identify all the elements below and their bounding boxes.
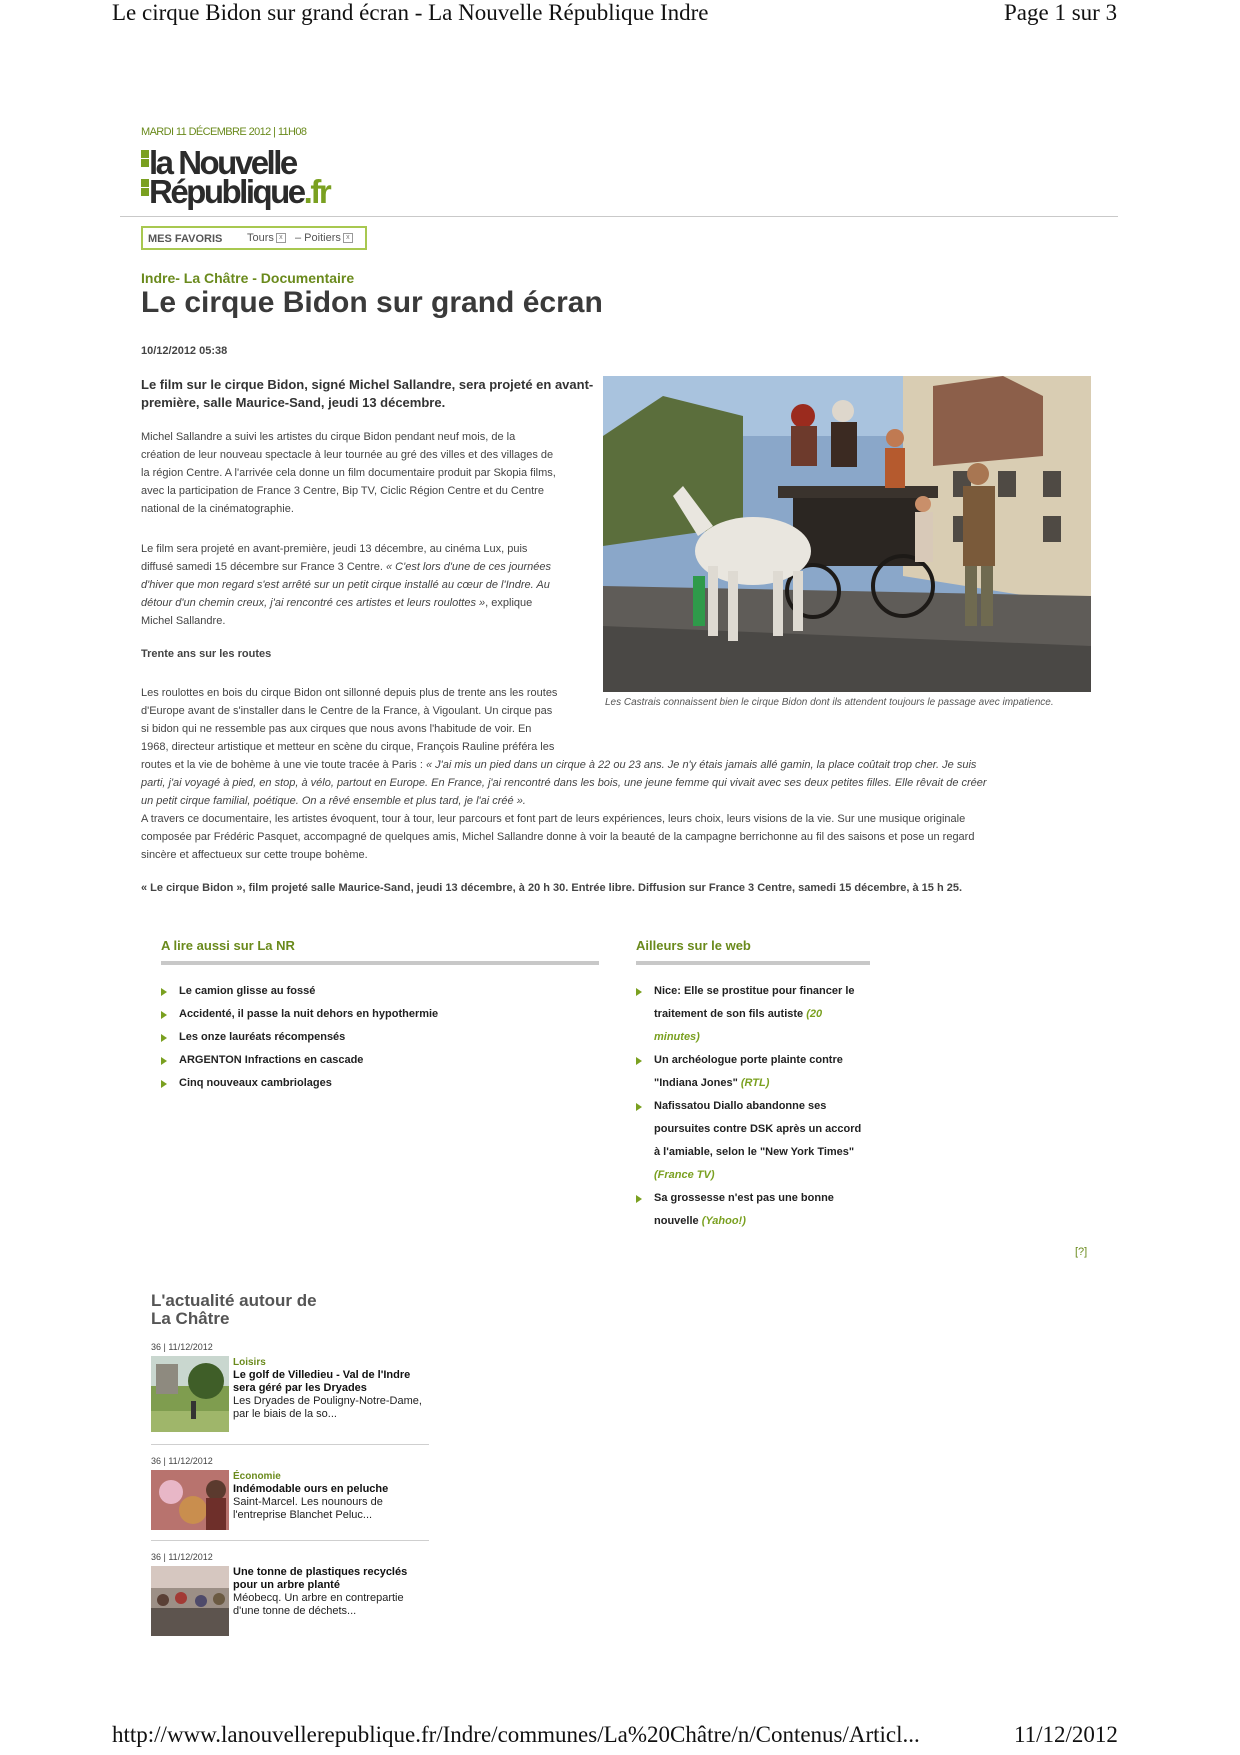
bullet-arrow-icon [636, 988, 642, 996]
article-photo[interactable] [603, 376, 1091, 692]
news-divider [151, 1540, 429, 1541]
article-timestamp: 10/12/2012 05:38 [141, 345, 228, 357]
photo-caption: Les Castrais connaissent bien le cirque Bidon dont ils attendent toujours le passage avec impatience. [605, 697, 1054, 708]
related-web-bar [636, 961, 870, 965]
print-url: http://www.lanouvellerepublique.fr/Indre/communes/La%20Châtre/n/Contenus/Articl... [112, 1722, 920, 1747]
site-logo[interactable] [141, 146, 381, 208]
news-meta: 36 | 11/12/2012 [151, 1456, 213, 1466]
related-nr-item[interactable]: Accidenté, il passe la nuit dehors en hypothermie [161, 1003, 581, 1026]
related-nr-title: A lire aussi sur La NR [161, 938, 295, 953]
article-title: Le cirque Bidon sur grand écran [141, 286, 603, 319]
logo-line-2: République [149, 173, 304, 210]
teddy-bear-thumbnail [151, 1470, 229, 1530]
news-meta: 36 | 11/12/2012 [151, 1552, 213, 1562]
news-thumbnail[interactable] [151, 1470, 229, 1530]
related-web-item[interactable]: Nice: Elle se prostitue pour financer le traitement de son fils autiste (20 minutes) [636, 980, 866, 1049]
circus-wagon-photo [603, 376, 1091, 692]
news-summary: Saint-Marcel. Les nounours de l'entreprise Blanchet Peluc... [233, 1496, 383, 1521]
logo-line-1: la Nouvelle [149, 144, 296, 181]
related-nr-item[interactable]: Le camion glisse au fossé [161, 980, 581, 1003]
related-web-title: Ailleurs sur le web [636, 938, 751, 953]
print-page-number: Page 1 sur 3 [1004, 0, 1118, 25]
local-news-item[interactable] [151, 1552, 429, 1652]
bullet-arrow-icon [636, 1103, 642, 1111]
news-headline[interactable]: Indémodable ours en peluche [233, 1483, 389, 1495]
header-divider [120, 216, 1118, 217]
news-summary: Méobecq. Un arbre en contrepartie d'une tonne de déchets... [233, 1592, 404, 1617]
article-paragraph-3: Les roulottes en bois du cirque Bidon ont sillonné depuis plus de trente ans les routes d'Europe avant de s'installer dans le Centre de la France, à Vigoulant. Un cirque pas si bidon qui ne ressemble pas aux cirques que nous avons l'habitude de voir. En 1968, directeur artistique et metteur en scène du cirque, François Rauline préféra les routes et la vie de bohème à une vie toute tracée à Paris : « J'ai mis un pied dans un cirque à 22 ou 23 ans. Je n'y étais jamais allé gamin, la place coûtait trop cher. Je suis parti, j'ai voyagé à pied, en stop, à vélo, partout en Europe. En France, j'ai rencontré dans les bois, une jeune femme qui vivait avec ses deux petites filles. Elle rêvait de créer un petit cirque familial, poétique. On a rêvé ensemble et plus tard, je l'ai créé ». A travers ce documentaire, les artistes évoquent, tour à tour, leur parcours et font part de leurs expériences, leurs choix, leurs visions de la vie. Sur une musique originale composée par Frédéric Pasquet, accompagné de quelques amis, Michel Sallandre donne à voir la beauté de la campagne berrichonne au fil des saisons et pose un regard sincère et affectueux sur cette troupe bohème. [141, 687, 987, 861]
crowd-thumbnail [151, 1566, 229, 1636]
news-category[interactable]: Économie [233, 1471, 281, 1482]
related-web-item[interactable]: Un archéologue porte plainte contre "Indiana Jones" (RTL) [636, 1049, 866, 1095]
news-headline[interactable]: Une tonne de plastiques recyclés pour un arbre planté [233, 1566, 408, 1591]
bullet-arrow-icon [636, 1195, 642, 1203]
print-date: 11/12/2012 [1014, 1722, 1118, 1747]
logo-suffix: .fr [303, 173, 330, 210]
related-nr-item[interactable]: Cinq nouveaux cambriolages [161, 1072, 581, 1095]
news-headline[interactable]: Le golf de Villedieu - Val de l'Indre sera géré par les Dryades [233, 1369, 411, 1394]
related-web-item[interactable]: Sa grossesse n'est pas une bonne nouvelle (Yahoo!) [636, 1187, 866, 1233]
news-thumbnail[interactable] [151, 1356, 229, 1432]
related-nr-list [161, 980, 581, 1095]
favorite-poitiers[interactable]: – Poitiers x [295, 232, 353, 244]
article-lead: Le film sur le cirque Bidon, signé Michel Sallandre, sera projeté en avant-première, salle Maurice-Sand, jeudi 13 décembre. [141, 377, 594, 410]
article-paragraph-1: Michel Sallandre a suivi les artistes du cirque Bidon pendant neuf mois, de la création de leur nouveau spectacle à leur tournée au gré des villes et des villages de la région Centre. A l'arrivée cela donne un film documentaire produit par Skopia films, avec la participation de France 3 Centre, Bip TV, Ciclic Région Centre et du Centre national de la cinématographie. [141, 431, 556, 515]
dateline: MARDI 11 DÉCEMBRE 2012 | 11H08 [141, 126, 307, 138]
news-divider [151, 1444, 429, 1445]
related-web-list [636, 980, 866, 1233]
related-web-item[interactable]: Nafissatou Diallo abandonne ses poursuites contre DSK après un accord à l'amiable, selon le "New York Times" (France TV) [636, 1095, 866, 1187]
remove-favorite-icon[interactable]: x [276, 233, 286, 243]
article-kicker[interactable]: Indre- La Châtre - Documentaire [141, 270, 355, 286]
bullet-arrow-icon [161, 1080, 167, 1088]
source-label[interactable]: (France TV) [654, 1169, 715, 1181]
related-nr-bar [161, 961, 599, 965]
article-paragraph-2: Le film sera projeté en avant-première, jeudi 13 décembre, au cinéma Lux, puis diffusé samedi 15 décembre sur France 3 Centre. « C'est lors d'une de ces journées d'hiver que mon regard s'est arrêté sur un petit cirque installé au cœur de l'Indre. Au détour d'un chemin creux, j'ai rencontré ces artistes et leurs roulottes », explique Michel Sallandre. [141, 543, 552, 627]
remove-favorite-icon[interactable]: x [343, 233, 353, 243]
golf-thumbnail [151, 1356, 229, 1432]
local-news-item[interactable] [151, 1342, 429, 1452]
bullet-arrow-icon [161, 1057, 167, 1065]
news-thumbnail[interactable] [151, 1566, 229, 1636]
bullet-arrow-icon [161, 1034, 167, 1042]
source-label[interactable]: (RTL) [740, 1077, 770, 1089]
print-header-title: Le cirque Bidon sur grand écran - La Nouvelle République Indre [112, 0, 709, 25]
favorite-tours[interactable]: Tours x [247, 232, 286, 244]
related-nr-item[interactable]: ARGENTON Infractions en cascade [161, 1049, 581, 1072]
related-nr-item[interactable]: Les onze lauréats récompensés [161, 1026, 581, 1049]
news-meta: 36 | 11/12/2012 [151, 1342, 213, 1352]
related-nr-box [161, 938, 599, 965]
bullet-arrow-icon [161, 1011, 167, 1019]
news-summary: Les Dryades de Pouligny-Notre-Dame, par le biais de la so... [233, 1395, 422, 1420]
help-link[interactable]: [?] [1075, 1246, 1088, 1258]
related-web-box [636, 938, 870, 965]
bullet-arrow-icon [161, 988, 167, 996]
article-footnote: « Le cirque Bidon », film projeté salle Maurice-Sand, jeudi 13 décembre, à 20 h 30. Entrée libre. Diffusion sur France 3 Centre, samedi 15 décembre, à 15 h 25. [141, 882, 963, 894]
bullet-arrow-icon [636, 1057, 642, 1065]
favorites-label: MES FAVORIS [148, 233, 223, 245]
favorites-bar [141, 226, 367, 250]
article-subhead: Trente ans sur les routes [141, 648, 272, 660]
local-news-title: L'actualité autour de La Châtre [151, 1291, 317, 1328]
source-label[interactable]: (20 minutes) [654, 1008, 823, 1043]
local-news-item[interactable] [151, 1456, 429, 1556]
source-label[interactable]: (Yahoo!) [701, 1215, 746, 1227]
news-category[interactable]: Loisirs [233, 1357, 266, 1368]
